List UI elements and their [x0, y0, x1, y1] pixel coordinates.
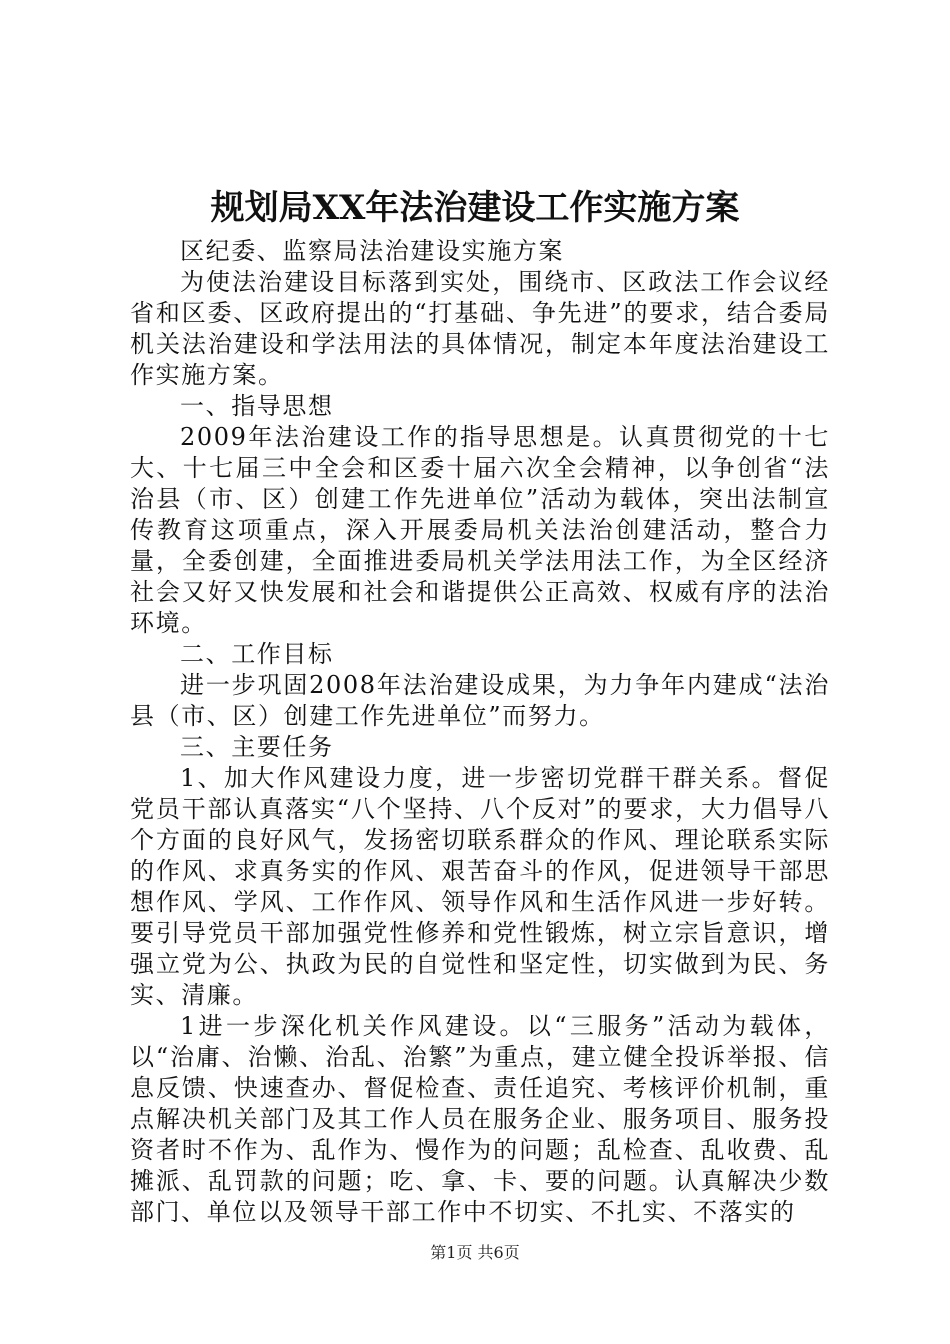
- section-heading-work-goals: 二、工作目标: [180, 640, 334, 668]
- page-footer: 第1页 共6页: [430, 1243, 520, 1262]
- guiding-ideology-paragraph: 2009年法治建设工作的指导思想是。认真贯彻党的十七大、十七届三中全会和区委十届六次全会精神，以争创省“法治县（市、区）创建工作先进单位”活动为载体，突出法制宣传教育这项重点，深入开展委局机关法治创建活动，整合力量，全委创建，全面推进委局机关学法用法工作，为全区经济社会又好又快发展和社会和谐提供公正高效、权威有序的法治环境。: [130, 423, 830, 637]
- task-1-subitem-paragraph: 1进一步深化机关作风建设。以“三服务”活动为载体，以“治庸、治懒、治乱、治繁”为重点，建立健全投诉举报、信息反馈、快速查办、督促检查、责任追究、考核评价机制，重点解决机关部门及其工作人员在服务企业、服务项目、服务投资者时不作为、乱作为、慢作为的问题；乱检查、乱收费、乱摊派、乱罚款的问题；吃、拿、卡、要的问题。认真解决少数部门、单位以及领导干部工作中不切实、不扎实、不落实的: [130, 1012, 830, 1226]
- subtitle-paragraph: 区纪委、监察局法治建设实施方案: [180, 237, 564, 265]
- document-body: [130, 236, 830, 1228]
- section-heading-main-tasks: 三、主要任务: [180, 733, 334, 761]
- task-1-paragraph: 1、加大作风建设力度，进一步密切党群干群关系。督促党员干部认真落实“八个坚持、八个反对”的要求，大力倡导八个方面的良好风气，发扬密切联系群众的作风、理论联系实际的作风、求真务实的作风、艰苦奋斗的作风，促进领导干部思想作风、学风、工作作风、领导作风和生活作风进一步好转。要引导党员干部加强党性修养和党性锻炼，树立宗旨意识，增强立党为公、执政为民的自觉性和坚定性，切实做到为民、务实、清廉。: [130, 764, 830, 1009]
- section-heading-guiding-ideology: 一、指导思想: [180, 392, 334, 420]
- work-goals-paragraph: 进一步巩固2008年法治建设成果，为力争年内建成“法治县（市、区）创建工作先进单位”而努力。: [130, 671, 830, 730]
- document-title: 规划局XX年法治建设工作实施方案: [210, 188, 740, 228]
- intro-paragraph: 为使法治建设目标落到实处，围绕市、区政法工作会议经省和区委、区政府提出的“打基础、争先进”的要求，结合委局机关法治建设和学法用法的具体情况，制定本年度法治建设工作实施方案。: [130, 268, 830, 389]
